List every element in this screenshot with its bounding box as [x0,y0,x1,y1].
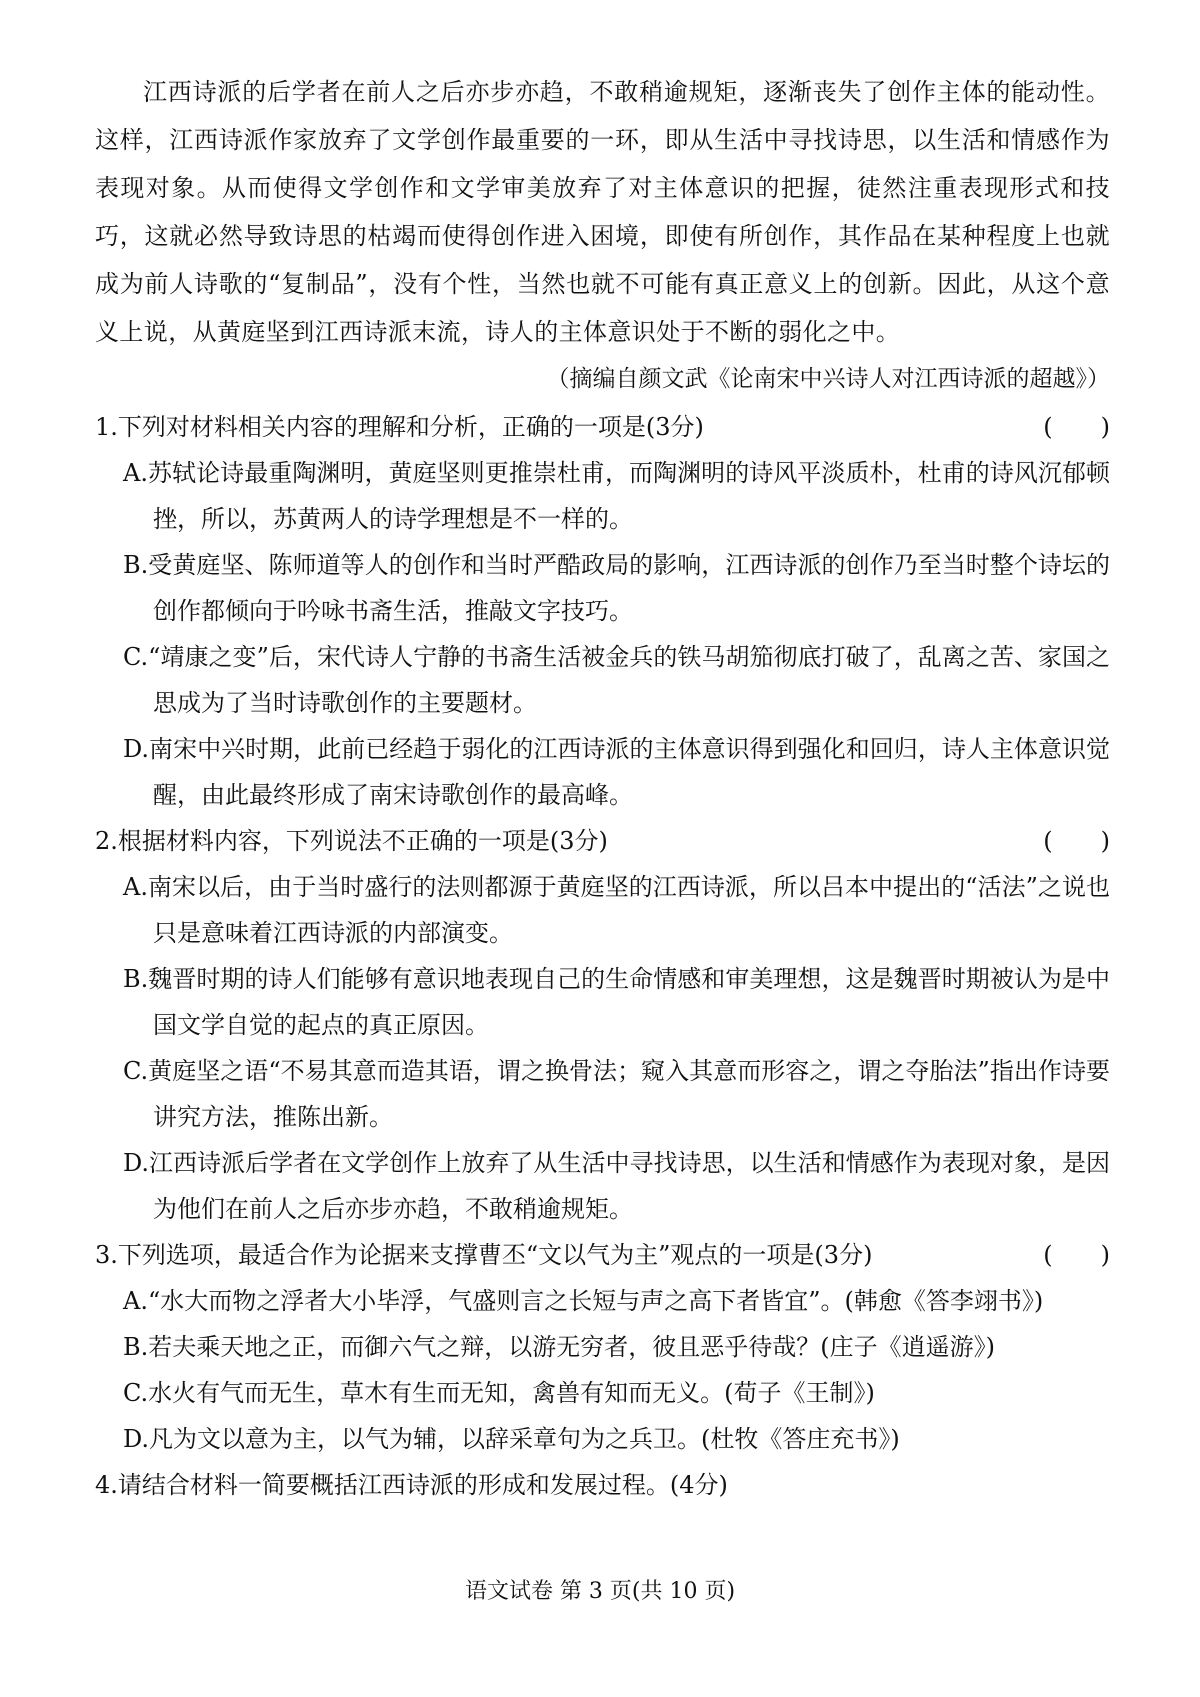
passage-paragraph: 江西诗派的后学者在前人之后亦步亦趋，不敢稍逾规矩，逐渐丧失了创作主体的能动性。这样，江西诗派作家放弃了文学创作最重要的一环，即从生活中寻找诗思，以生活和情感作为表现对象。从而使得文学创作和文学审美放弃了对主体意识的把握，徒然注重表现形式和技巧，这就必然导致诗思的枯竭而使得创作进入困境，即使有所创作，其作品在某种程度上也就成为前人诗歌的“复制品”，没有个性，当然也就不可能有真正意义上的创新。因此，从这个意义上说，从黄庭坚到江西诗派末流，诗人的主体意识处于不断的弱化之中。 [95,78,1110,346]
question-3-stem-row [95,1232,1110,1278]
question-1 [95,404,1110,818]
option-a: A.“水大而物之浮者大小毕浮，气盛则言之长短与声之高下者皆宜”。(韩愈《答李翊书》) [123,1287,1044,1315]
question-1-stem-row [95,404,1110,450]
option-d: D.凡为文以意为主，以气为辅，以辞采章句为之兵卫。(杜牧《答庄充书》) [123,1425,900,1453]
question-3 [95,1232,1110,1462]
answer-bracket: ( ) [1043,413,1110,441]
option-b: B.若夫乘天地之正，而御六气之辩，以游无穷者，彼且恶乎待哉？(庄子《逍遥游》) [123,1333,995,1361]
question-4 [95,1462,1110,1508]
option-c: C.“靖康之变”后，宋代诗人宁静的书斋生活被金兵的铁马胡笳彻底打破了，乱离之苦、家国之思成为了当时诗歌创作的主要题材。 [123,643,1110,717]
page-content [95,68,1110,1508]
option-d: D.南宋中兴时期，此前已经趋于弱化的江西诗派的主体意识得到强化和回归，诗人主体意识觉醒，由此最终形成了南宋诗歌创作的最高峰。 [123,735,1110,809]
option-a: A.苏轼论诗最重陶渊明，黄庭坚则更推崇杜甫，而陶渊明的诗风平淡质朴，杜甫的诗风沉郁顿挫，所以，苏黄两人的诗学理想是不一样的。 [123,459,1110,533]
option-c: C.黄庭坚之语“不易其意而造其语，谓之换骨法；窥入其意而形容之，谓之夺胎法”指出作诗要讲究方法，推陈出新。 [123,1057,1110,1131]
question-2 [95,818,1110,1232]
question-stem: 3.下列选项，最适合作为论据来支撑曹丕“文以气为主”观点的一项是(3分) [95,1241,873,1269]
option-c: C.水火有气而无生，草木有生而无知，禽兽有知而无义。(荀子《王制》) [123,1379,875,1407]
option-b: B.受黄庭坚、陈师道等人的创作和当时严酷政局的影响，江西诗派的创作乃至当时整个诗坛的创作都倾向于吟咏书斋生活，推敲文字技巧。 [123,551,1110,625]
option-a: A.南宋以后，由于当时盛行的法则都源于黄庭坚的江西诗派，所以吕本中提出的“活法”之说也只是意味着江西诗派的内部演变。 [123,873,1110,947]
page-footer: 语文试卷 第 3 页(共 10 页) [464,1579,736,1604]
question-stem: 4.请结合材料一简要概括江西诗派的形成和发展过程。(4分) [95,1471,728,1499]
option-d: D.江西诗派后学者在文学创作上放弃了从生活中寻找诗思，以生活和情感作为表现对象，是因为他们在前人之后亦步亦趋，不敢稍逾规矩。 [123,1149,1110,1223]
passage-source: （摘编自颜文武《论南宋中兴诗人对江西诗派的超越》） [546,366,1110,392]
question-stem: 1.下列对材料相关内容的理解和分析，正确的一项是(3分) [95,413,704,441]
question-4-stem-row [95,1462,1110,1508]
option-b: B.魏晋时期的诗人们能够有意识地表现自己的生命情感和审美理想，这是魏晋时期被认为是中国文学自觉的起点的真正原因。 [123,965,1110,1039]
question-stem: 2.根据材料内容，下列说法不正确的一项是(3分) [95,827,608,855]
answer-bracket: ( ) [1043,827,1110,855]
question-2-stem-row [95,818,1110,864]
answer-bracket: ( ) [1043,1241,1110,1269]
